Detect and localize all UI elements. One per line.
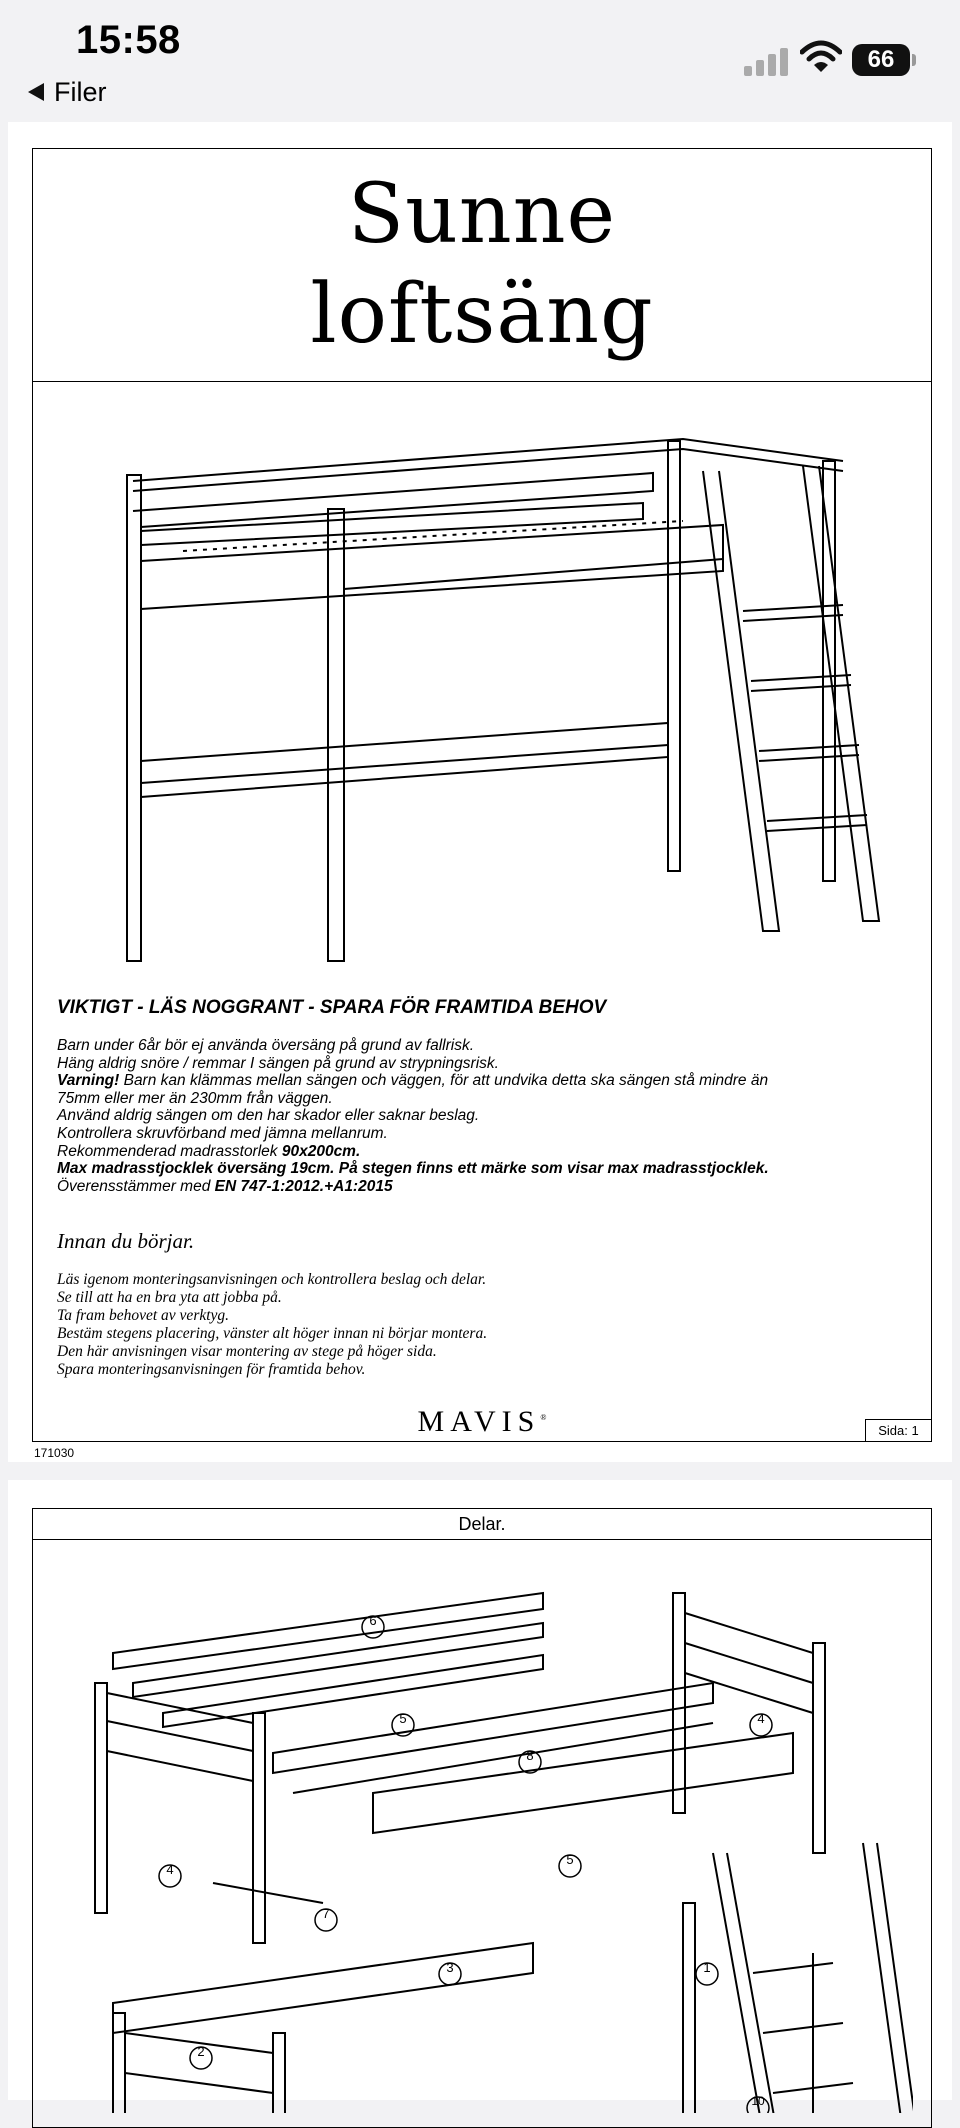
rule-3-bold: Varning! <box>57 1072 120 1090</box>
rule-8-bold: EN 747-1:2012.+A1:2015 <box>214 1177 393 1195</box>
parts-heading: Delar. <box>33 1509 931 1540</box>
step-3: Ta fram behovet av verktyg. <box>57 1307 230 1324</box>
document-page-2 <box>8 1480 952 2108</box>
rule-6-bold: 90x200cm. <box>281 1142 361 1160</box>
part-label: 5 <box>566 1852 574 1867</box>
rule-7: Max madrasstjocklek översäng 19cm. På stegen finns ett märke som visar max madrasstjocklek. <box>57 1160 769 1178</box>
part-label: 5 <box>399 1711 407 1726</box>
title-line-1: Sunne <box>347 167 617 262</box>
rule-2: Häng aldrig snöre / remmar I sängen på grund av strypningsrisk. <box>57 1054 499 1072</box>
before-you-start-heading: Innan du börjar. <box>57 1229 195 1253</box>
battery-tip <box>912 54 916 66</box>
brand-logo <box>33 1405 931 1439</box>
page-frame-2 <box>32 1508 932 2128</box>
rule-8-text: Överensstämmer med <box>57 1177 215 1195</box>
rule-6 <box>57 1143 837 1161</box>
step-5: Den här anvisningen visar montering av stege på höger sida. <box>57 1343 437 1360</box>
part-label: 3 <box>446 1960 454 1975</box>
part-label: 7 <box>322 1906 330 1921</box>
page-frame <box>32 148 932 1442</box>
rule-8 <box>57 1178 837 1196</box>
document-title <box>33 149 931 365</box>
loft-bed-illustration <box>123 411 883 971</box>
document-page-1 <box>8 122 952 1462</box>
part-label: 2 <box>197 2044 205 2059</box>
title-line-2: loftsäng <box>310 267 654 362</box>
rule-6-text: Rekommenderad madrasstorlek <box>57 1142 282 1160</box>
rule-3-cont: 75mm eller mer än 230mm från väggen. <box>57 1089 333 1107</box>
back-arrow-icon <box>28 83 44 101</box>
step-2: Se till att ha en bra yta att jobba på. <box>57 1289 282 1306</box>
clock: 15:58 <box>76 18 181 62</box>
part-label: 1 <box>703 1960 711 1975</box>
rule-3-text: Barn kan klämmas mellan sängen och väggen, för att undvika detta ska sängen stå mindre än <box>119 1072 769 1090</box>
step-1: Läs igenom monteringsanvisningen och kontrollera beslag och delar. <box>57 1271 487 1288</box>
part-label: 4 <box>757 1711 765 1726</box>
part-label: 10 <box>751 2094 765 2108</box>
warning-heading: VIKTIGT - LÄS NOGGRANT - SPARA FÖR FRAMTIDA BEHOV <box>57 997 607 1018</box>
safety-rules <box>57 1037 837 1195</box>
part-label: 4 <box>166 1862 174 1877</box>
rule-3 <box>57 1072 837 1090</box>
registered-mark: ® <box>540 1413 547 1422</box>
document-code: 171030 <box>34 1446 75 1460</box>
preparation-steps <box>57 1271 487 1379</box>
battery-icon: 66 <box>852 44 910 76</box>
rule-5: Kontrollera skruvförband med jämna mellanrum. <box>57 1124 388 1142</box>
part-label: 8 <box>526 1748 534 1763</box>
brand-name: MAVIS <box>417 1405 541 1438</box>
step-4: Bestäm stegens placering, vänster alt höger innan ni börjar montera. <box>57 1325 488 1342</box>
step-6: Spara monteringsanvisningen för framtida behov. <box>57 1361 366 1378</box>
part-label: 6 <box>369 1613 377 1628</box>
back-label: Filer <box>54 76 107 107</box>
rule-1: Barn under 6år bör ej använda översäng på grund av fallrisk. <box>57 1037 475 1054</box>
parts-illustration <box>73 1553 913 2113</box>
wifi-icon <box>800 40 842 74</box>
page-number: Sida: 1 <box>865 1419 931 1441</box>
title-area <box>33 149 931 382</box>
status-bar <box>0 0 960 80</box>
rule-4: Använd aldrig sängen om den har skador eller saknar beslag. <box>57 1107 480 1125</box>
back-button[interactable] <box>28 76 107 108</box>
cellular-signal-icon <box>744 46 788 76</box>
